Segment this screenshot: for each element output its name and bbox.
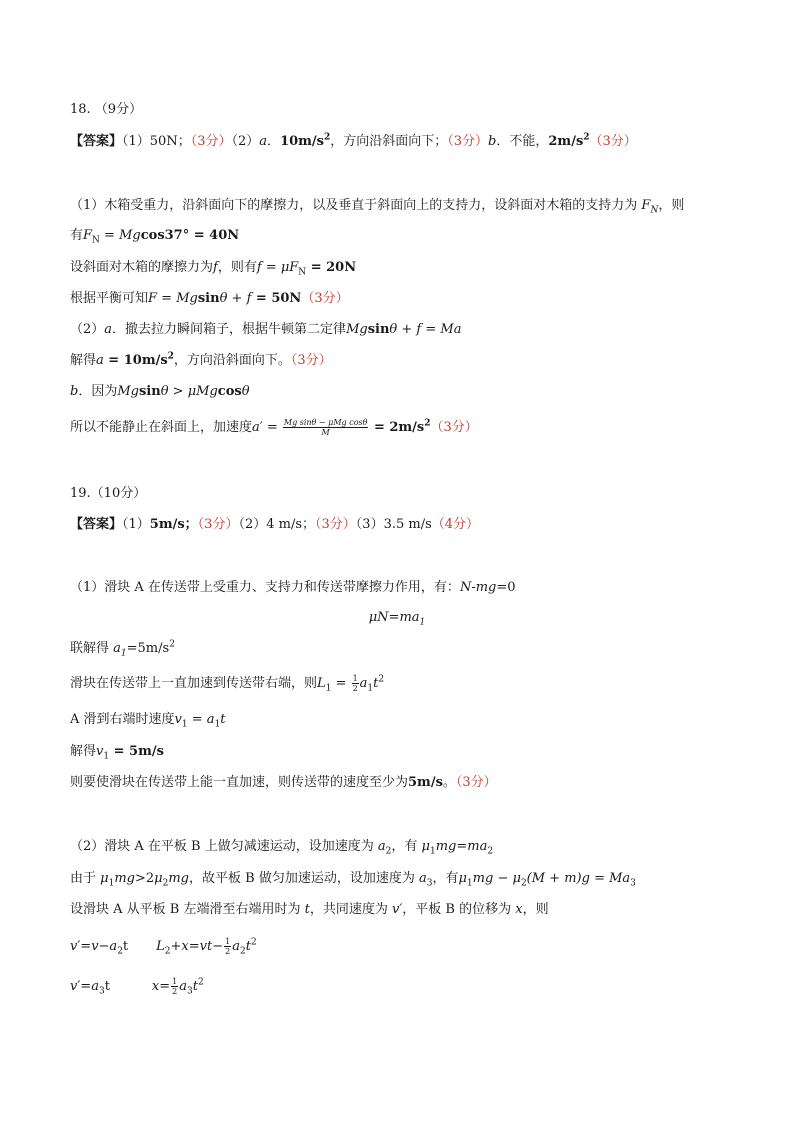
half-fraction: $\frac{1}{2}$ xyxy=(172,977,178,996)
q19-line-4: 滑块在传送带上一直加速到传送带右端，则$L_1$ = $\frac{1}{2}$ $a_1t^2$ xyxy=(70,674,385,694)
q18-line-7: b．因为Mgsinθ > μMgcosθ xyxy=(70,384,250,399)
q18-answer: 【答案】（1）50N；（3分）（2）a．$10m/s^2$，方向沿斜面向下；（3分）b．不能，$2m/s^2(3$分） xyxy=(70,132,637,149)
q19-line-1: （1）滑块 A 在传送带上受重力、支持力和传送带摩擦力作用，有：N-mg=0 xyxy=(70,580,516,595)
q19-answer: 【答案】（1）5m/s；（3分）（2）4 m/s；（3分）（3）3.5 m/s（4分） xyxy=(70,517,480,532)
acceleration-fraction: $\frac{\text{Mg sinθ − μMg cosθ}}{M}$ xyxy=(283,418,368,437)
q19-line-7: 则要使滑块在传送带上能一直加速，则传送带的速度至少为5m/s。（3分） xyxy=(70,775,497,790)
q19-line-9: 由于 $\mu_1mg>2\mu_2mg$，故平板 B 做匀加速运动，设加速度为 $a_3$，有$\mu_1mg - \mu_2(M + m)g = Ma_3$ xyxy=(70,871,636,889)
q18-line-6: 解得$a = 10m/s^2$，方向沿斜面向下。（3分） xyxy=(70,351,332,368)
q19-line-2: $\mu N=ma_1$ xyxy=(368,610,426,628)
q19-line-10: 设滑块 A 从平板 B 左端滑至右端用时为 t，共同速度为 v′，平板 B 的位移为 x，则 xyxy=(70,902,549,917)
half-fraction: $\frac{1}{2}$ xyxy=(352,674,358,693)
q19-line-5: A 滑到右端时速度$v_1 = a_1t$ xyxy=(70,712,226,730)
q18-line-8: 所以不能静止在斜面上，加速度a′ = $\frac{\text{Mg sinθ − μMg cosθ}}{M}$ = $2m/s^2(3$分） xyxy=(70,418,478,437)
q19-line-8: （2）滑块 A 在平板 B 上做匀减速运动，设加速度为 $a_2$，有 $\mu_1mg=ma_2$ xyxy=(70,839,494,857)
q19-line-12: $v'=a_3t$ x= $\frac{1}{2}$ $a_3t^2$ xyxy=(70,977,204,997)
q18-line-4: 根据平衡可知F = Mgsinθ + f = 50N（3分） xyxy=(70,291,349,306)
q19-header: 19.（10分） xyxy=(70,486,147,501)
q18-header: 18. （9分） xyxy=(70,102,143,117)
q18-line-3: 设斜面对木箱的摩擦力为f，则有$f = \mu F_N = 20N$ xyxy=(70,260,357,278)
q19-line-3: 联解得 $a_1=5m/s^2$ xyxy=(70,639,175,659)
q18-line-2: 有$F_N = Mgcos37^\circ = 40N$ xyxy=(70,228,240,246)
q19-line-11: $v'=v-a_2t$ $L_2+x=vt-$ $\frac{1}{2}$ $a_2t^2$ xyxy=(70,937,257,957)
q18-line-1: （1）木箱受重力，沿斜面向下的摩擦力，以及垂直于斜面向上的支持力，设斜面对木箱的支持力为 $F_N$，则 xyxy=(70,198,685,216)
q19-line-6: 解得$v_1 = 5m/s$ xyxy=(70,744,164,762)
half-fraction: $\frac{1}{2}$ xyxy=(225,937,231,956)
q18-line-5: （2）a．撤去拉力瞬间箱子，根据牛顿第二定律Mgsinθ + f = Ma xyxy=(70,322,462,337)
